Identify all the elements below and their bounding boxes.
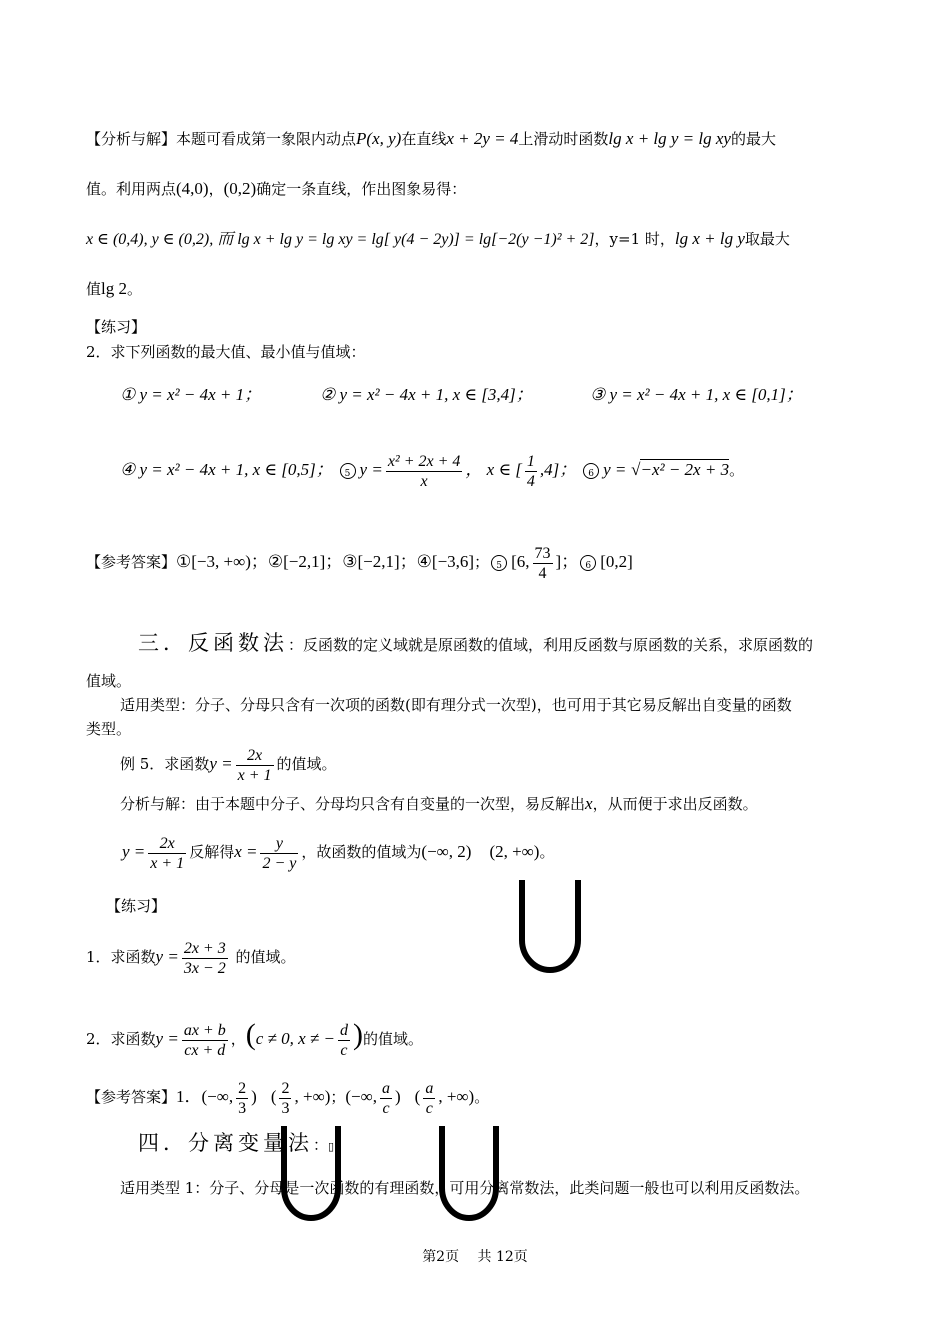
answer: ]； xyxy=(555,552,579,571)
fraction xyxy=(338,1021,350,1060)
answer: [6, xyxy=(511,552,530,571)
separator: ； xyxy=(474,553,490,571)
analysis-text: 在直线 xyxy=(401,130,447,148)
answer: (−∞, xyxy=(345,1087,377,1106)
denominator: c xyxy=(425,1099,433,1117)
answer: 1．(−∞, xyxy=(176,1087,234,1106)
comma: ， xyxy=(230,1030,246,1048)
fraction xyxy=(236,746,274,785)
denominator: 3 xyxy=(281,1099,290,1117)
numerator: a xyxy=(425,1079,434,1097)
page-footer: 第2页 共 12页 xyxy=(422,1249,528,1265)
section-3-heading-line xyxy=(138,628,813,660)
denominator: 3 xyxy=(238,1099,247,1117)
missing-glyph: ▯ xyxy=(328,1140,335,1153)
numerator: 2x + 3 xyxy=(183,939,226,957)
item-text: ,4]； xyxy=(539,460,577,479)
variable-x: x xyxy=(585,794,593,813)
numerator: 2 xyxy=(281,1079,290,1097)
question-text: 的值域。 xyxy=(235,948,296,966)
analysis-text: 本题可看成第一象限内动点 xyxy=(176,130,357,148)
item-text: ① y = x² − 4x + 1； xyxy=(120,385,262,404)
section-4-type-1: 适用类型 1：分子、分母是一次函数的有理函数，可用分离常数法，此类问题一般也可以利用反函数法。 xyxy=(120,1179,810,1197)
line-equation: x + 2y = 4 xyxy=(446,129,519,148)
section-3-description-cont: 值域。 xyxy=(86,672,132,690)
circle-number-5: 5 xyxy=(340,463,356,479)
answers-line-2 xyxy=(86,1074,489,1120)
answer: ；④[−3,6] xyxy=(399,552,475,571)
answer: ( xyxy=(270,1087,277,1106)
range-interval: (−∞, 2) xyxy=(421,842,472,861)
fraction xyxy=(533,544,553,583)
analysis-label: 【分析与解】 xyxy=(86,130,177,148)
answer: ；②[−2,1] xyxy=(250,552,326,571)
answer: , +∞) xyxy=(438,1087,475,1106)
practice-label: 【练习】 xyxy=(86,318,147,336)
answer: , +∞) xyxy=(294,1087,331,1106)
fraction xyxy=(260,834,298,873)
practice-2-label: 【练习】 xyxy=(106,897,167,915)
section-3-type: 适用类型：分子、分母只含有一次项的函数(即有理分式一次型)，也可用于其它易反解出自变量的函数 xyxy=(120,696,792,714)
answer: ) xyxy=(395,1087,401,1106)
analysis-text: 值。利用两点 xyxy=(86,180,177,198)
item-text: ② y = x² − 4x + 1, x ∈ [3,4]； xyxy=(320,385,533,404)
item-text: y = xyxy=(359,460,383,479)
answer: ；③[−2,1] xyxy=(325,552,400,571)
analysis-text: 确定一条直线，作出图象易得： xyxy=(256,180,467,198)
paren-left: ( xyxy=(245,1018,256,1051)
circle-number-6: 6 xyxy=(583,463,599,479)
answers-line-1 xyxy=(86,540,633,584)
practice-question-2: 2．求下列函数的最大值、最小值与值域： xyxy=(86,343,366,361)
item-text: y = xyxy=(603,460,627,479)
denominator: x + 1 xyxy=(237,766,272,784)
analysis-text: 。 xyxy=(127,280,143,298)
example-5-analysis xyxy=(120,793,758,815)
exercise-row-2 xyxy=(120,448,744,492)
answers-label: 【参考答案】 xyxy=(86,553,177,571)
separator: 。 xyxy=(474,1088,490,1106)
numerator: 2x xyxy=(236,746,274,766)
section-3-type-cont: 类型。 xyxy=(86,720,132,738)
answer: ①[−3, +∞) xyxy=(176,552,251,571)
fraction xyxy=(182,939,228,978)
analysis-text: 的最大 xyxy=(730,130,776,148)
numerator: y xyxy=(260,834,298,854)
example-text: 例 5．求函数 xyxy=(120,755,210,773)
exercise-item-2 xyxy=(320,384,533,406)
numerator: x² + 2x + 4 xyxy=(387,452,461,470)
separator: ； xyxy=(330,1088,346,1106)
denominator: x + 1 xyxy=(150,854,185,872)
exercise-item-1 xyxy=(120,384,261,406)
section-3-title: 三．反函数法 xyxy=(138,631,288,655)
denominator: 4 xyxy=(526,472,535,490)
example-text: 的值域。 xyxy=(276,755,337,773)
analysis-text: 取最大 xyxy=(744,230,790,248)
fraction xyxy=(236,1079,248,1118)
fraction xyxy=(148,834,186,873)
log-sum: lg x + lg y xyxy=(674,229,745,248)
comma: ， xyxy=(208,180,224,198)
fraction xyxy=(423,1079,435,1118)
log-function: lg x + lg y = lg xy xyxy=(608,129,731,148)
answer: [0,2] xyxy=(600,552,633,571)
numerator: d xyxy=(339,1021,348,1039)
math: y = xyxy=(122,842,146,861)
example-5 xyxy=(120,742,337,786)
union-symbol xyxy=(278,1124,344,1224)
question-text: 1．求函数 xyxy=(86,948,156,966)
analysis-line-2 xyxy=(86,178,466,200)
fraction xyxy=(386,452,463,491)
point-p: P(x, y) xyxy=(356,129,402,148)
fraction xyxy=(525,452,537,491)
fraction xyxy=(380,1079,392,1118)
analysis-line-4 xyxy=(86,278,142,300)
exercise-item-3 xyxy=(590,384,803,406)
denominator: c xyxy=(382,1099,390,1117)
item-text: ③ y = x² − 4x + 1, x ∈ [0,1]； xyxy=(590,385,803,404)
math: y = xyxy=(209,754,233,773)
numerator: 2 xyxy=(238,1079,247,1097)
union-symbol xyxy=(516,878,584,976)
max-value: lg 2 xyxy=(101,279,127,298)
paren-right: ) xyxy=(352,1018,363,1051)
circle-number-5: 5 xyxy=(491,555,507,571)
numerator: 2x xyxy=(148,834,186,854)
practice-2-question-2 xyxy=(86,1010,423,1064)
analysis-text: 上滑动时函数 xyxy=(518,130,609,148)
section-4-title: 四．分离变量法 xyxy=(138,1131,313,1155)
solution-text: 反解得 xyxy=(189,843,235,861)
practice-2-question-1 xyxy=(86,934,296,980)
union-symbol xyxy=(436,1124,502,1224)
solution-text: ，故函数的值域为 xyxy=(301,843,422,861)
point-b: (0,2) xyxy=(223,179,257,198)
denominator: cx + d xyxy=(184,1041,226,1059)
item-text: ， x ∈ [ xyxy=(465,460,522,479)
question-text: 2．求函数 xyxy=(86,1030,156,1048)
point-a: (4,0) xyxy=(176,179,209,198)
condition: c ≠ 0, x ≠ − xyxy=(255,1029,335,1048)
analysis-text: ，从而便于求出反函数。 xyxy=(592,795,758,813)
math: x = xyxy=(234,842,258,861)
radicand: −x² − 2x + 3 xyxy=(640,460,730,479)
numerator: a xyxy=(382,1079,390,1097)
question-text: 的值域。 xyxy=(362,1030,423,1048)
exercise-item-4: ④ y = x² − 4x + 1, x ∈ [0,5]； xyxy=(120,460,333,479)
solution-text: 。 xyxy=(539,843,555,861)
numerator: ax + b xyxy=(183,1021,226,1039)
colon: ： xyxy=(313,1136,329,1154)
answer: ) xyxy=(251,1087,257,1106)
example-5-solution xyxy=(122,830,554,874)
answers-label: 【参考答案】 xyxy=(86,1088,177,1106)
denominator: c xyxy=(340,1041,348,1059)
denominator: 3x − 2 xyxy=(183,959,226,977)
item-text: 。 xyxy=(729,461,745,479)
analysis-line-1 xyxy=(86,128,776,150)
section-3-description: ：反函数的定义域就是原函数的值域，利用反函数与原函数的关系，求原函数的 xyxy=(288,636,814,654)
sqrt-sign: √ xyxy=(631,460,641,479)
analysis-text: 分析与解：由于本题中分子、分母均只含有自变量的一次型，易反解出 xyxy=(120,795,586,813)
denominator: 4 xyxy=(538,564,547,582)
denominator: 2 − y xyxy=(262,854,297,872)
domain-derivation: x ∈ (0,4), y ∈ (0,2), 而 lg x + lg y = lg xy = lg[ y(4 − 2y)] = lg[−2(y −1)² + 2] xyxy=(86,231,595,248)
circle-number-6: 6 xyxy=(580,555,596,571)
math: y = xyxy=(155,1029,179,1048)
analysis-text: 值 xyxy=(86,280,102,298)
fraction xyxy=(279,1079,291,1118)
math: y = xyxy=(155,947,179,966)
denominator: x xyxy=(420,472,428,490)
analysis-line-3 xyxy=(86,228,790,251)
analysis-text: ，y=1 时， xyxy=(594,230,675,248)
answer: ( xyxy=(414,1087,421,1106)
numerator: 73 xyxy=(534,544,551,562)
range-interval: (2, +∞) xyxy=(489,842,540,861)
numerator: 1 xyxy=(526,452,535,470)
fraction xyxy=(182,1021,228,1060)
